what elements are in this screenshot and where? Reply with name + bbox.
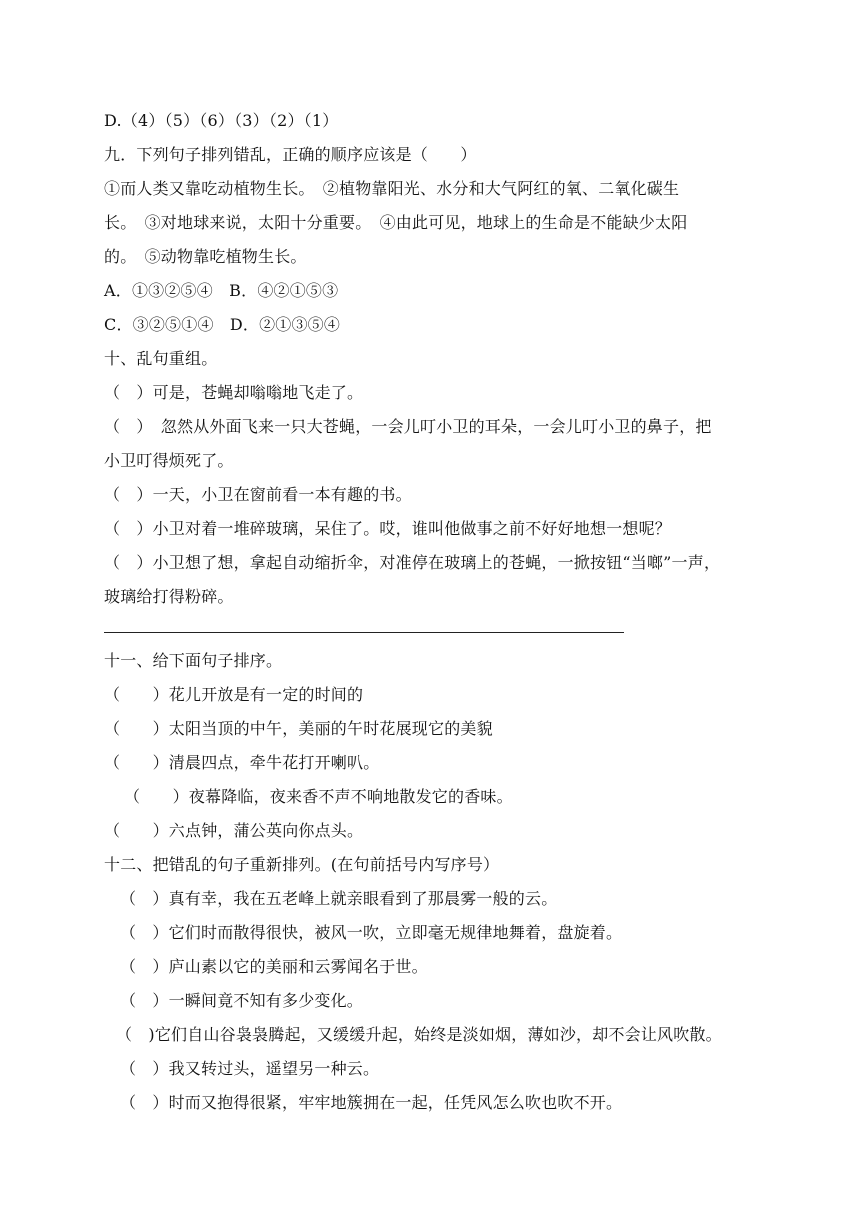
- q12-item: （ ）庐山素以它的美丽和云雾闻名于世。: [120, 957, 428, 976]
- q10-item: （ ）小卫想了想，拿起自动缩折伞，对准停在玻璃上的苍蝇，一掀按钮“当啷”一声，: [104, 553, 721, 572]
- q10-heading: 十、乱句重组。: [104, 349, 218, 368]
- q10-item: （ ）一天，小卫在窗前看一本有趣的书。: [104, 485, 412, 504]
- q11-item: （ ）夜幕降临，夜来香不声不响地散发它的香味。: [124, 787, 513, 806]
- q9-sentences-line-1: ①而人类又靠吃动植物生长。 ②植物靠阳光、水分和大气阿红的氧、二氧化碳生: [104, 179, 680, 198]
- q9-sentences-line-2: 长。 ③对地球来说，太阳十分重要。 ④由此可见，地球上的生命是不能缺少太阳: [104, 213, 688, 232]
- q12-item: （ ）时而又抱得很紧，牢牢地簇拥在一起，任凭风怎么吹也吹不开。: [120, 1093, 623, 1112]
- q9-options-cd: C．③②⑤①④ D．②①③⑤④: [104, 315, 341, 334]
- q9-options-ab: A．①③②⑤④ B．④②①⑤③: [104, 281, 339, 300]
- q11-item: （ ）六点钟，蒲公英向你点头。: [104, 821, 364, 840]
- q12-item: （ )它们自山谷袅袅腾起，又缓缓升起，始终是淡如烟，薄如沙，却不会让风吹散。: [116, 1025, 722, 1044]
- q10-item: （ ）可是，苍蝇却嗡嗡地飞走了。: [104, 383, 364, 402]
- q9-sentences-line-3: 的。 ⑤动物靠吃植物生长。: [104, 247, 307, 266]
- q12-item: （ ）一瞬间竟不知有多少变化。: [120, 991, 364, 1010]
- q12-heading: 十二、把错乱的句子重新排列。(在句前括号内写序号）: [104, 855, 500, 874]
- q12-item: （ ）它们时而散得很快，被风一吹，立即毫无规律地舞着，盘旋着。: [120, 923, 623, 942]
- q8-option-d: D.（4）（5）（6）（3）（2）（1）: [104, 111, 339, 130]
- q11-item: （ ）花儿开放是有一定的时间的: [104, 685, 364, 704]
- q10-item: （ ）小卫对着一堆碎玻璃，呆住了。哎，谁叫他做事之前不好好地想一想呢？: [104, 519, 672, 538]
- q10-item-continuation: 小卫叮得烦死了。: [104, 451, 234, 470]
- q9-stem: 九．下列句子排列错乱，正确的顺序应该是（ ）: [104, 145, 477, 164]
- q10-item: （ ） 忽然从外面飞来一只大苍蝇，一会儿叮小卫的耳朵，一会儿叮小卫的鼻子，把: [104, 417, 712, 436]
- q11-heading: 十一、给下面句子排序。: [104, 651, 283, 670]
- answer-line: [104, 632, 624, 633]
- q11-item: （ ）清晨四点，牵牛花打开喇叭。: [104, 753, 380, 772]
- q12-item: （ ）真有幸，我在五老峰上就亲眼看到了那晨雾一般的云。: [120, 889, 558, 908]
- q10-item-continuation: 玻璃给打得粉碎。: [104, 587, 234, 606]
- q12-item: （ ）我又转过头，遥望另一种云。: [120, 1059, 380, 1078]
- q11-item: （ ）太阳当顶的中午，美丽的午时花展现它的美貌: [104, 719, 493, 738]
